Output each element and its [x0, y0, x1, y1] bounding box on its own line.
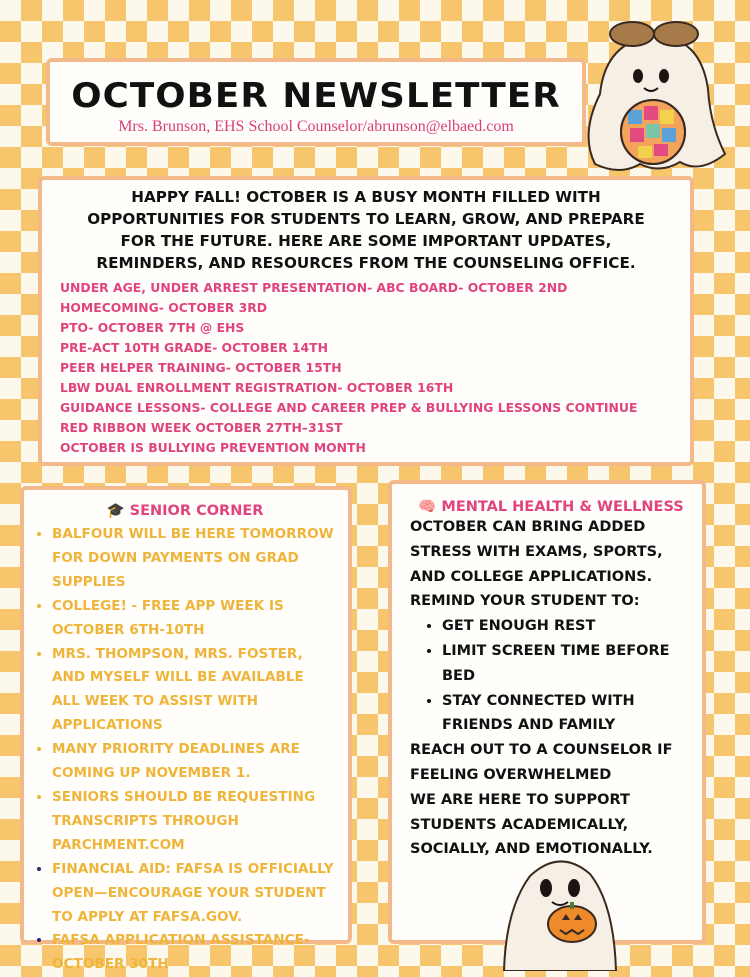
list-item: • GET ENOUGH REST	[442, 614, 692, 639]
list-item: PTO- OCTOBER 7TH @ EHS	[60, 320, 245, 335]
ghost-pumpkin-icon	[490, 848, 630, 971]
intro-text: HAPPY FALL! OCTOBER IS A BUSY MONTH FILLED WITH OPPORTUNITIES FOR STUDENTS TO LEARN, GROW, AND PREPARE FOR THE FUTURE. HERE ARE SOME IMPORTANT UPDATES, REMINDERS, AND RESOURCES FROM THE COUNSELING OFFICE.	[87, 188, 645, 272]
list-item: OCTOBER IS BULLYING PREVENTION MONTH	[60, 440, 366, 455]
list-item: • MRS. THOMPSON, MRS. FOSTER, AND MYSELF WILL BE AVAILABLE ALL WEEK TO ASSIST WITH APPLICATIONS	[52, 643, 334, 739]
intro-panel	[38, 176, 694, 466]
title-panel	[46, 58, 586, 146]
list-item: • LIMIT SCREEN TIME BEFORE BED	[442, 639, 692, 689]
list-item: • BALFOUR WILL BE HERE TOMORROW FOR DOWN PAYMENTS ON GRAD SUPPLIES	[52, 523, 334, 595]
counselor-contact: Mrs. Brunson, EHS School Counselor/abrunson@elbaed.com	[118, 118, 514, 135]
list-item: • MANY PRIORITY DEADLINES ARE COMING UP NOVEMBER 1.	[52, 738, 334, 786]
events-list	[60, 278, 672, 458]
stress-text: OCTOBER CAN BRING ADDED STRESS WITH EXAMS, SPORTS, AND COLLEGE APPLICATIONS.	[410, 519, 663, 585]
reach-out-text: REACH OUT TO A COUNSELOR IF FEELING OVERWHELMED	[410, 742, 673, 783]
list-item: GUIDANCE LESSONS- COLLEGE AND CAREER PREP & BULLYING LESSONS CONTINUE	[60, 400, 638, 415]
support-text: WE ARE HERE TO SUPPORT STUDENTS ACADEMICALLY, SOCIALLY, AND EMOTIONALLY.	[410, 791, 653, 858]
list-item: LBW DUAL ENROLLMENT REGISTRATION- OCTOBER 16TH	[60, 380, 454, 395]
list-item: • FAFSA APPLICATION ASSISTANCE- OCTOBER 30TH	[52, 929, 334, 977]
list-item: • SENIORS SHOULD BE REQUESTING TRANSCRIPTS THROUGH PARCHMENT.COM	[52, 786, 334, 858]
list-item: UNDER AGE, UNDER ARREST PRESENTATION- ABC BOARD- OCTOBER 2ND	[60, 280, 568, 295]
list-item: HOMECOMING- OCTOBER 3RD	[60, 300, 268, 315]
senior-corner-panel	[20, 486, 352, 973]
list-item: • COLLEGE! - FREE APP WEEK IS OCTOBER 6TH-10TH	[52, 595, 334, 643]
ghost-disco-ball-icon	[560, 14, 730, 174]
senior-list	[36, 523, 334, 977]
list-item: PEER HELPER TRAINING- OCTOBER 15TH	[60, 360, 342, 375]
tips-list	[410, 614, 692, 738]
mental-health-heading: 🧠 MENTAL HEALTH & WELLNESS	[418, 499, 684, 515]
remind-text: REMIND YOUR STUDENT TO:	[410, 593, 640, 610]
list-item: • STAY CONNECTED WITH FRIENDS AND FAMILY	[442, 689, 692, 739]
list-item: • FINANCIAL AID: FAFSA IS OFFICIALLY OPEN—ENCOURAGE YOUR STUDENT TO APPLY AT FAFSA.GOV.	[52, 858, 334, 930]
newsletter-title: OCTOBER NEWSLETTER	[71, 76, 561, 116]
list-item: PRE-ACT 10TH GRADE- OCTOBER 14TH	[60, 340, 329, 355]
senior-corner-heading: 🎓 SENIOR CORNER	[106, 503, 264, 519]
list-item: RED RIBBON WEEK OCTOBER 27TH–31ST	[60, 420, 343, 435]
